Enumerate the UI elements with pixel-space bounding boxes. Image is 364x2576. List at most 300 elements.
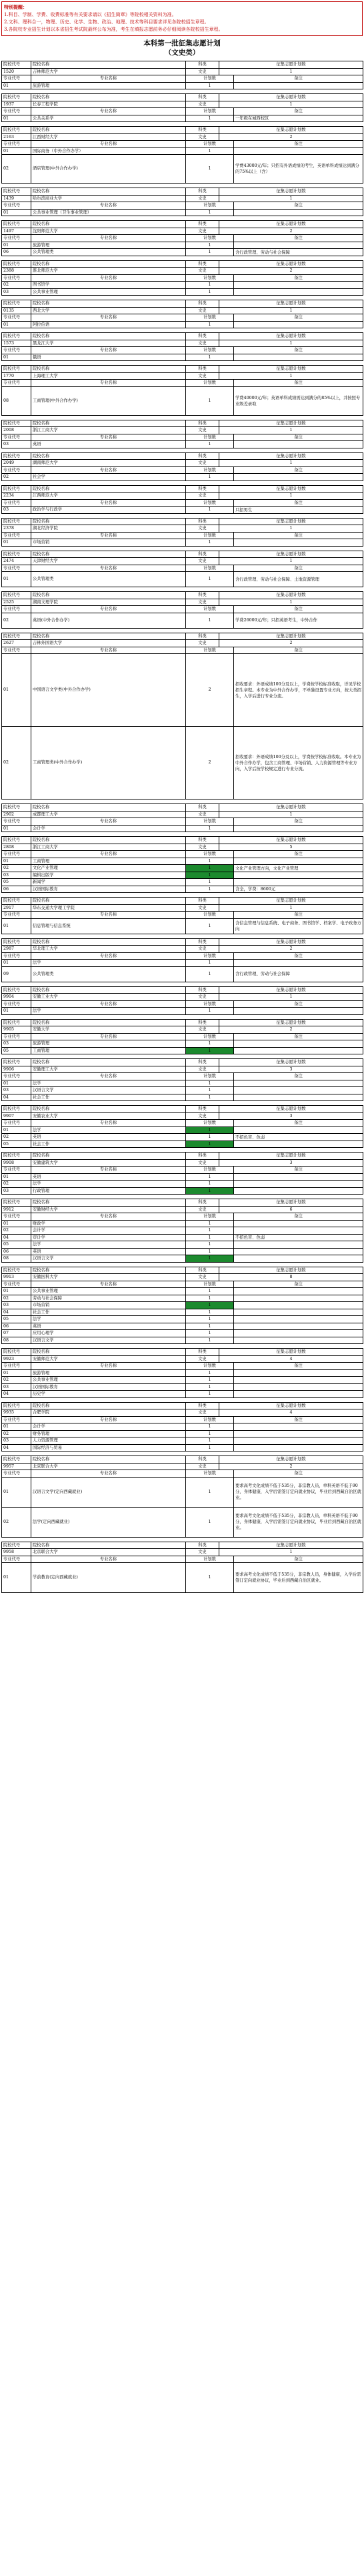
header-major-name: 专业名称 xyxy=(31,347,186,354)
school-plan: 1 xyxy=(219,558,363,565)
school-subject: 文史 xyxy=(186,101,219,108)
school-code: 2808 xyxy=(2,844,31,851)
major-note xyxy=(234,1288,363,1295)
major-code: 06 xyxy=(2,249,31,256)
major-note: 含行政管理、劳动与社会保障 xyxy=(234,966,363,982)
header-code: 院校代号 xyxy=(2,518,31,525)
major-name: 市场营销 xyxy=(31,539,186,547)
school-name: 湖南文理学院 xyxy=(31,599,186,606)
header-subject: 科类 xyxy=(186,986,219,994)
header-code: 院校代号 xyxy=(2,188,31,196)
major-name: 市场营销 xyxy=(31,1302,186,1309)
header-code: 院校代号 xyxy=(2,1402,31,1409)
major-code: 01 xyxy=(2,1477,31,1507)
header-subject: 科类 xyxy=(186,127,219,134)
header-subject: 科类 xyxy=(186,804,219,812)
school-subject: 文史 xyxy=(186,228,219,235)
header-major-code: 专业代号 xyxy=(2,1556,31,1563)
major-code: 01 xyxy=(2,321,31,328)
header-note: 备注 xyxy=(234,818,363,826)
header-plan: 计划数 xyxy=(186,141,234,148)
header-name: 院校名称 xyxy=(31,452,186,460)
header-plan: 计划数 xyxy=(186,202,234,210)
header-major-code: 专业代号 xyxy=(2,1033,31,1040)
major-plan: 1 xyxy=(186,288,234,296)
major-note: 不招色盲、色弱 xyxy=(234,1234,363,1241)
header-note: 备注 xyxy=(234,202,363,210)
header-plan-num: 征集志愿计划数 xyxy=(219,452,363,460)
major-name: 工商管理 xyxy=(31,858,186,865)
header-plan: 计划数 xyxy=(186,314,234,322)
major-row xyxy=(2,321,363,328)
header-major-name: 专业名称 xyxy=(31,1167,186,1174)
major-name: 社会工作 xyxy=(31,1094,186,1101)
major-note xyxy=(234,879,363,886)
major-plan: 1 xyxy=(186,1444,234,1452)
major-name: 公共事业管理 xyxy=(31,1377,186,1384)
header-major-code: 专业代号 xyxy=(2,1213,31,1221)
header-subject: 科类 xyxy=(186,300,219,308)
school-plan: 1 xyxy=(219,493,363,500)
header-name: 院校名称 xyxy=(31,221,186,228)
school-subject: 文史 xyxy=(186,372,219,380)
header-name: 院校名称 xyxy=(31,518,186,525)
school-subject: 文史 xyxy=(186,1355,219,1363)
header-major-code: 专业代号 xyxy=(2,1167,31,1174)
major-row xyxy=(2,1255,363,1263)
major-plan: 1 xyxy=(186,1134,234,1141)
major-note: 含信息管理与信息系统、电子商务、图书馆学、档案学、电子政务方向 xyxy=(234,918,363,934)
header-name: 院校名称 xyxy=(31,94,186,101)
major-code: 08 xyxy=(2,1337,31,1344)
header-note: 备注 xyxy=(234,1281,363,1288)
header-major-code: 专业代号 xyxy=(2,565,31,572)
major-name: 会计学 xyxy=(31,1227,186,1235)
major-row xyxy=(2,879,363,886)
header-plan: 计划数 xyxy=(186,1470,234,1478)
major-row xyxy=(2,1507,363,1537)
major-note xyxy=(234,1047,363,1054)
major-plan: 1 xyxy=(186,1309,234,1316)
header-note: 备注 xyxy=(234,434,363,441)
school-block xyxy=(1,1058,363,1101)
school-name: 安徽理工大学 xyxy=(31,1066,186,1073)
header-plan: 计划数 xyxy=(186,1000,234,1008)
major-row xyxy=(2,539,363,547)
header-name: 院校名称 xyxy=(31,1402,186,1409)
header-code: 院校代号 xyxy=(2,485,31,493)
major-code: 01 xyxy=(2,825,31,832)
school-code: 0135 xyxy=(2,307,31,314)
school-plan: 1 xyxy=(219,68,363,75)
major-name: 英语 xyxy=(31,1248,186,1255)
major-code: 08 xyxy=(2,386,31,415)
school-code: 9906 xyxy=(2,1066,31,1073)
major-code: 01 xyxy=(2,1173,31,1181)
major-code: 01 xyxy=(2,1220,31,1227)
major-code: 01 xyxy=(2,82,31,89)
major-row xyxy=(2,1241,363,1249)
major-name: 英语 xyxy=(31,1323,186,1330)
school-subject: 文史 xyxy=(186,460,219,467)
header-major-name: 专业名称 xyxy=(31,108,186,115)
major-note xyxy=(234,1241,363,1249)
header-code: 院校代号 xyxy=(2,551,31,558)
school-code: 2234 xyxy=(2,493,31,500)
major-name: 英语 xyxy=(31,1173,186,1181)
major-name: 汉语国际教育 xyxy=(31,886,186,893)
major-note xyxy=(234,1337,363,1344)
major-plan: 1 xyxy=(186,354,234,361)
school-code: 2474 xyxy=(2,558,31,565)
major-row xyxy=(2,858,363,865)
major-row xyxy=(2,147,363,155)
major-code: 02 xyxy=(2,1377,31,1384)
header-major-name: 专业名称 xyxy=(31,952,186,960)
school-block xyxy=(1,420,363,448)
major-note xyxy=(234,1008,363,1015)
header-code: 院校代号 xyxy=(2,938,31,946)
header-major-code: 专业代号 xyxy=(2,347,31,354)
major-plan: 1 xyxy=(186,1255,234,1263)
major-note: 学费43000元/年；只招有外语成绩的考生，英语单科成绩达到满分的75%以上（含） xyxy=(234,155,363,184)
major-name: 学前教育(定向西藏就业) xyxy=(31,1563,186,1593)
school-block xyxy=(1,1348,363,1398)
major-row xyxy=(2,1220,363,1227)
major-name: 会计学 xyxy=(31,825,186,832)
header-subject: 科类 xyxy=(186,1402,219,1409)
school-subject: 文史 xyxy=(186,811,219,818)
major-row xyxy=(2,441,363,448)
major-note xyxy=(234,1141,363,1148)
header-code: 院校代号 xyxy=(2,1059,31,1066)
major-row xyxy=(2,1173,363,1181)
header-major-code: 专业代号 xyxy=(2,274,31,282)
major-name: 法学 xyxy=(31,1126,186,1134)
header-plan-num: 征集志愿计划数 xyxy=(219,1542,363,1549)
major-code: 03 xyxy=(2,1087,31,1094)
school-subject: 文史 xyxy=(186,525,219,533)
major-plan: 2 xyxy=(186,654,234,727)
major-row xyxy=(2,1423,363,1431)
header-major-code: 专业代号 xyxy=(2,75,31,83)
major-plan: 1 xyxy=(186,1477,234,1507)
major-note xyxy=(234,242,363,249)
header-major-name: 专业名称 xyxy=(31,912,186,919)
school-code: 9935 xyxy=(2,1409,31,1417)
header-major-code: 专业代号 xyxy=(2,1073,31,1080)
major-note xyxy=(234,282,363,289)
header-code: 院校代号 xyxy=(2,804,31,812)
header-major-code: 专业代号 xyxy=(2,202,31,210)
school-block xyxy=(1,485,363,514)
header-major-name: 专业名称 xyxy=(31,851,186,858)
school-block xyxy=(1,986,363,1015)
school-subject: 文史 xyxy=(186,1463,219,1470)
school-name: 湖北经济学院 xyxy=(31,525,186,533)
school-block xyxy=(1,1199,363,1263)
school-block xyxy=(1,93,363,122)
school-code: 9958 xyxy=(2,1549,31,1556)
header-code: 院校代号 xyxy=(2,986,31,994)
major-note xyxy=(234,1255,363,1263)
header-code: 院校代号 xyxy=(2,260,31,268)
major-name: 公共管理类 xyxy=(31,572,186,587)
school-code: 9913 xyxy=(2,1274,31,1281)
major-row xyxy=(2,1087,363,1094)
header-major-code: 专业代号 xyxy=(2,1281,31,1288)
major-row xyxy=(2,1477,363,1507)
header-major-name: 专业名称 xyxy=(31,202,186,210)
major-row xyxy=(2,872,363,879)
school-plan: 1 xyxy=(219,525,363,533)
header-plan: 计划数 xyxy=(186,347,234,354)
school-name: 浙江工商大学 xyxy=(31,427,186,434)
major-note xyxy=(234,147,363,155)
major-name: 新闻学 xyxy=(31,879,186,886)
school-plan: 1 xyxy=(219,101,363,108)
school-subject: 文史 xyxy=(186,493,219,500)
school-block xyxy=(1,365,363,416)
major-note xyxy=(234,82,363,89)
header-note: 备注 xyxy=(234,274,363,282)
major-code: 02 xyxy=(2,282,31,289)
header-code: 院校代号 xyxy=(2,1019,31,1026)
header-subject: 科类 xyxy=(186,518,219,525)
major-plan: 1 xyxy=(186,209,234,216)
school-subject: 文史 xyxy=(186,307,219,314)
major-row xyxy=(2,825,363,832)
header-plan-num: 征集志愿计划数 xyxy=(219,1199,363,1207)
header-code: 院校代号 xyxy=(2,1456,31,1464)
major-name: 法学 xyxy=(31,1181,186,1188)
school-name: 吉林师范大学 xyxy=(31,68,186,75)
header-major-name: 专业名称 xyxy=(31,1120,186,1127)
header-note: 备注 xyxy=(234,647,363,654)
major-note: 文化产业管理方向，文化产业管理 xyxy=(234,865,363,872)
major-note xyxy=(234,1181,363,1188)
header-code: 院校代号 xyxy=(2,452,31,460)
header-major-name: 专业名称 xyxy=(31,1281,186,1288)
header-plan-num: 征集志愿计划数 xyxy=(219,986,363,994)
school-name: 吉林外国语大学 xyxy=(31,640,186,647)
major-row xyxy=(2,1126,363,1134)
school-plan: 6 xyxy=(219,1206,363,1213)
major-code: 03 xyxy=(2,1383,31,1391)
school-code: 1937 xyxy=(2,101,31,108)
header-note: 备注 xyxy=(234,314,363,322)
header-plan-num: 征集志愿计划数 xyxy=(219,938,363,946)
header-major-code: 专业代号 xyxy=(2,141,31,148)
major-row xyxy=(2,1369,363,1377)
header-plan-num: 征集志愿计划数 xyxy=(219,837,363,844)
school-block xyxy=(1,332,363,361)
header-major-name: 专业名称 xyxy=(31,1073,186,1080)
school-name: 长春工程学院 xyxy=(31,101,186,108)
major-note xyxy=(234,1323,363,1330)
header-plan-num: 征集志愿计划数 xyxy=(219,1267,363,1274)
major-name: 财政学 xyxy=(31,1220,186,1227)
school-block xyxy=(1,1019,363,1055)
major-plan: 1 xyxy=(186,386,234,415)
header-plan: 计划数 xyxy=(186,434,234,441)
header-major-code: 专业代号 xyxy=(2,952,31,960)
header-note: 备注 xyxy=(234,1120,363,1127)
header-major-name: 专业名称 xyxy=(31,1033,186,1040)
major-name: 汉语言文学(定向西藏就业) xyxy=(31,1477,186,1507)
major-name: 公共事业管理（卫生事业管理） xyxy=(31,209,186,216)
school-code: 9905 xyxy=(2,1026,31,1034)
school-plan: 4 xyxy=(219,1355,363,1363)
header-plan: 计划数 xyxy=(186,1556,234,1563)
major-note xyxy=(234,288,363,296)
header-plan: 计划数 xyxy=(186,1416,234,1423)
major-plan: 1 xyxy=(186,1330,234,1337)
major-note xyxy=(234,1423,363,1431)
major-row xyxy=(2,1040,363,1048)
major-name: 旅游管理 xyxy=(31,82,186,89)
school-name: 西北大学 xyxy=(31,307,186,314)
major-code: 01 xyxy=(2,572,31,587)
header-subject: 科类 xyxy=(186,938,219,946)
header-code: 院校代号 xyxy=(2,1267,31,1274)
school-name: 天津财经大学 xyxy=(31,558,186,565)
header-plan-num: 征集志愿计划数 xyxy=(219,1059,363,1066)
major-plan: 1 xyxy=(186,1227,234,1235)
major-plan: 1 xyxy=(186,1295,234,1302)
header-plan: 计划数 xyxy=(186,380,234,387)
major-code: 04 xyxy=(2,1309,31,1316)
school-plan: 1 xyxy=(219,904,363,912)
notice-line: 3.各院校专业招生计划以本省招生考试院最终公布为准，考生在填报志愿前务必仔细阅读各院校招生章程。 xyxy=(4,27,223,32)
header-plan: 计划数 xyxy=(186,647,234,654)
major-plan: 1 xyxy=(186,825,234,832)
header-major-name: 专业名称 xyxy=(31,434,186,441)
major-name: 旅游管理 xyxy=(31,1040,186,1048)
major-note xyxy=(234,441,363,448)
major-plan: 1 xyxy=(186,1248,234,1255)
school-code: 1520 xyxy=(2,68,31,75)
major-plan: 1 xyxy=(186,1391,234,1398)
major-code: 02 xyxy=(2,1134,31,1141)
header-major-code: 专业代号 xyxy=(2,499,31,507)
header-plan-num: 征集志愿计划数 xyxy=(219,188,363,196)
header-subject: 科类 xyxy=(186,94,219,101)
major-row xyxy=(2,886,363,893)
school-block xyxy=(1,188,363,216)
major-plan: 1 xyxy=(186,1173,234,1181)
header-plan: 计划数 xyxy=(186,235,234,242)
header-name: 院校名称 xyxy=(31,551,186,558)
header-plan-num: 征集志愿计划数 xyxy=(219,485,363,493)
major-plan: 1 xyxy=(186,960,234,967)
header-plan: 计划数 xyxy=(186,108,234,115)
header-plan: 计划数 xyxy=(186,606,234,613)
header-note: 备注 xyxy=(234,1073,363,1080)
header-plan: 计划数 xyxy=(186,499,234,507)
major-note: 一年级在城西校区 xyxy=(234,115,363,122)
school-name: 江西师范大学 xyxy=(31,493,186,500)
major-plan: 1 xyxy=(186,115,234,122)
major-code: 07 xyxy=(2,1330,31,1337)
header-code: 院校代号 xyxy=(2,1542,31,1549)
header-major-code: 专业代号 xyxy=(2,1000,31,1008)
school-code: 9923 xyxy=(2,1355,31,1363)
header-major-name: 专业名称 xyxy=(31,314,186,322)
major-name: 信息管理与信息系统 xyxy=(31,918,186,934)
major-plan: 1 xyxy=(186,1181,234,1188)
major-note xyxy=(234,960,363,967)
header-plan: 计划数 xyxy=(186,466,234,474)
school-subject: 文史 xyxy=(186,844,219,851)
major-note: 要求高考文化成绩不低于535分，非宗教人员，身体健康，入学后需签订定向就业协议，毕业后到西藏自治区就业。 xyxy=(234,1563,363,1593)
major-row xyxy=(2,1094,363,1101)
header-note: 备注 xyxy=(234,532,363,539)
major-plan: 1 xyxy=(186,1316,234,1323)
header-subject: 科类 xyxy=(186,592,219,599)
header-name: 院校名称 xyxy=(31,188,186,196)
major-plan: 1 xyxy=(186,872,234,879)
notice-title: 特别提醒： xyxy=(4,4,27,10)
major-note xyxy=(234,1302,363,1309)
header-plan-num: 征集志愿计划数 xyxy=(219,898,363,905)
header-major-code: 专业代号 xyxy=(2,1363,31,1370)
school-code: 2049 xyxy=(2,460,31,467)
major-name: 法学 xyxy=(31,1241,186,1249)
major-plan: 1 xyxy=(186,1563,234,1593)
header-plan-num: 征集志愿计划数 xyxy=(219,61,363,69)
major-plan: 1 xyxy=(186,1234,234,1241)
school-name: 安徽师范大学 xyxy=(31,1355,186,1363)
header-plan-num: 征集志愿计划数 xyxy=(219,551,363,558)
header-note: 备注 xyxy=(234,108,363,115)
header-major-name: 专业名称 xyxy=(31,380,186,387)
major-name: 公共管理类 xyxy=(31,966,186,982)
header-subject: 科类 xyxy=(186,260,219,268)
school-code: 2902 xyxy=(2,811,31,818)
header-code: 院校代号 xyxy=(2,333,31,340)
major-row xyxy=(2,865,363,872)
school-block xyxy=(1,1105,363,1148)
major-plan: 1 xyxy=(186,155,234,184)
major-row xyxy=(2,572,363,587)
major-row xyxy=(2,1444,363,1452)
header-plan-num: 征集志愿计划数 xyxy=(219,221,363,228)
header-code: 院校代号 xyxy=(2,592,31,599)
header-major-name: 专业名称 xyxy=(31,235,186,242)
header-plan: 计划数 xyxy=(186,952,234,960)
header-name: 院校名称 xyxy=(31,837,186,844)
major-code: 03 xyxy=(2,441,31,448)
header-note: 备注 xyxy=(234,1416,363,1423)
school-plan: 8 xyxy=(219,1274,363,1281)
major-plan: 1 xyxy=(186,249,234,256)
major-row xyxy=(2,1391,363,1398)
school-code: 9904 xyxy=(2,994,31,1001)
school-plan: 1 xyxy=(219,340,363,347)
header-plan-num: 征集志愿计划数 xyxy=(219,1106,363,1113)
header-name: 院校名称 xyxy=(31,485,186,493)
header-major-name: 专业名称 xyxy=(31,1416,186,1423)
header-code: 院校代号 xyxy=(2,1199,31,1207)
header-name: 院校名称 xyxy=(31,61,186,69)
school-subject: 文史 xyxy=(186,1549,219,1556)
major-row xyxy=(2,1323,363,1330)
header-code: 院校代号 xyxy=(2,221,31,228)
school-block xyxy=(1,1267,363,1345)
major-name: 俄语 xyxy=(31,354,186,361)
major-code: 01 xyxy=(2,1126,31,1134)
